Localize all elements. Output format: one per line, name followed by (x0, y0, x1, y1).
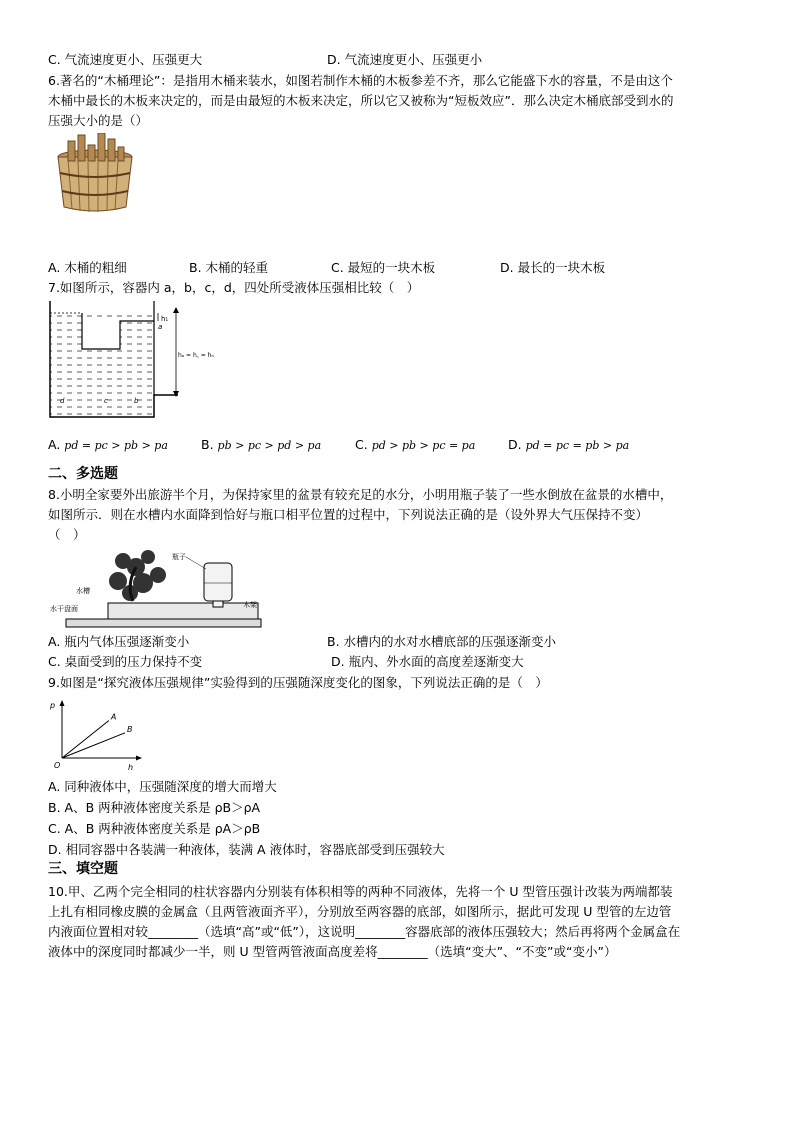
q6-option-d: D. 最长的一块木板 (500, 260, 606, 275)
section-multiple-choice-title: 二、多选题 (48, 466, 118, 482)
q6-option-c: C. 最短的一块木板 (331, 260, 436, 275)
series-b-label: B (127, 724, 133, 734)
q10-stem-line-3: 内液面位置相对较________（选填“高”或“低”），这说明________容器底部的液体压强较大；然后再将两个金属盒在 (48, 924, 681, 939)
q6-option-a: A. 木桶的粗细 (48, 260, 127, 275)
point-d-label: d (60, 397, 65, 405)
heights-equal-label: hₐ = h꜀ = hₙ (178, 352, 214, 359)
q8-option-c: C. 桌面受到的压力保持不变 (48, 654, 203, 669)
series-b-line (62, 733, 125, 758)
q9-stem: 9.如图是“探究液体压强规律”实验得到的压强随深度变化的图象，下列说法正确的是（ ） (48, 675, 548, 690)
section-fill-blank-title: 三、填空题 (48, 861, 118, 877)
q7-option-d: D. pd = pc = pb > pa (508, 437, 630, 452)
q7-stem: 7.如图所示，容器内 a，b，c，d，四处所受液体压强相比较（ ） (48, 280, 420, 295)
q8-option-a: A. 瓶内气体压强逐渐变小 (48, 634, 190, 649)
h1-label: h₁ (161, 315, 169, 323)
q7-option-a: A. pd = pc > pb > pa (48, 437, 168, 452)
q6-option-b: B. 木桶的轻重 (189, 260, 269, 275)
origin-label: O (54, 761, 61, 770)
q8-option-d: D. 瓶内、外水面的高度差逐渐变大 (331, 654, 524, 669)
container-pressure-figure (46, 299, 226, 421)
q9-option-a: A. 同种液体中，压强随深度的增大而增大 (48, 779, 277, 794)
q7-option-c: C. pd > pb > pc = pa (355, 437, 476, 452)
q6-stem-line-1: 6.著名的“木桶理论”：是指用木桶来装水，如图若制作木桶的木板参差不齐，那么它能盛下水的容量，不是由这个 (48, 73, 673, 88)
q10-stem-line-4: 液体中的深度同时都减少一半，则 U 型管两管液面高度差将________（选填“变大”、“不变”或“变小”） (48, 944, 617, 959)
surface-label: 水干盘面 (50, 605, 78, 613)
q9-option-d: D. 相同容器中各装满一种液体，装满 A 液体时，容器底部受到压强较大 (48, 842, 445, 857)
wooden-bucket-figure (50, 133, 140, 217)
q6-stem-line-2: 木桶中最长的木板来决定的，而是由最短的木板来决定，所以它又被称为“短板效应”．那么决定木桶底部受到水的 (48, 93, 674, 108)
pressure-depth-chart (48, 696, 148, 774)
q8-stem-line-2: 如图所示．则在水槽内水面降到恰好与瓶口相平位置的过程中，下列说法正确的是（设外界大气压保持不变） (48, 507, 649, 522)
series-a-line (62, 720, 109, 758)
q9-option-c: C. A、B 两种液体密度关系是 ρA＞ρB (48, 821, 261, 836)
point-c-label: c (104, 397, 108, 405)
q6-stem-line-3: 压强大小的是（） (48, 113, 149, 128)
bottle-label: 瓶子 (172, 553, 186, 561)
stand-label: 木架 (243, 601, 257, 609)
q9-option-b: B. A、B 两种液体密度关系是 ρB＞ρA (48, 800, 261, 815)
x-axis-label: h (128, 763, 134, 772)
q10-stem-line-1: 10.甲、乙两个完全相同的柱状容器内分别装有体积相等的两种不同液体，先将一个 U 型管压强计改装为两端都装 (48, 884, 673, 899)
bonsai-bottle-figure (48, 545, 263, 630)
q5-option-d: D. 气流速度更小、压强更小 (327, 52, 483, 67)
point-b-label: b (134, 397, 139, 405)
q8-option-b: B. 水槽内的水对水槽底部的压强逐渐变小 (327, 634, 557, 649)
q10-stem-line-2: 上扎有相同橡皮膜的金属盒（且两管液面齐平），分别放至两容器的底部，如图所示，据此可发现 U 型管的左边管 (48, 904, 672, 919)
y-axis-label: p (50, 701, 56, 710)
q7-option-b: B. pb > pc > pd > pa (201, 437, 322, 452)
tank-label: 水槽 (76, 587, 90, 595)
series-a-label: A (110, 712, 117, 722)
point-a-label: a (158, 323, 163, 331)
q8-stem-line-1: 8.小明全家要外出旅游半个月，为保持家里的盆景有较充足的水分，小明用瓶子装了一些水倒放在盆景的水槽中， (48, 487, 673, 502)
q5-option-c: C. 气流速度更小、压强更大 (48, 52, 203, 67)
q8-stem-line-3: （ ） (48, 527, 86, 542)
